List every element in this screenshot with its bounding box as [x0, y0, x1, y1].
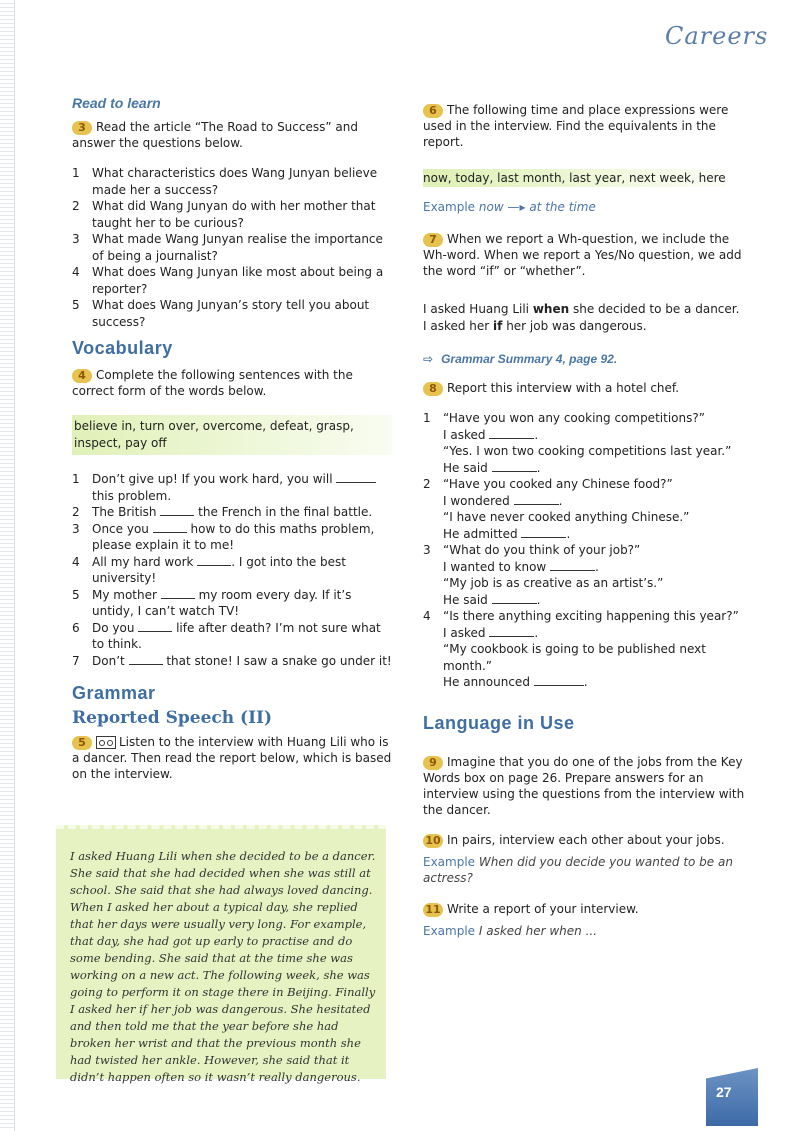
section-title: Careers [665, 22, 769, 50]
list-item: 1 Don’t give up! If you work hard, you will this problem. [72, 471, 392, 504]
instruction-text: The following time and place expressions were used in the interview. Find the equivalents in the report. [423, 103, 729, 149]
question-text: What made Wang Junyan realise the importance of being a journalist? [92, 232, 383, 263]
reply-line: “I have never cooked anything Chinese.” [443, 510, 690, 524]
answer-line: He said . [443, 460, 541, 475]
exercise-10-example [423, 854, 753, 887]
instruction-text: Listen to the interview with Huang Lili who is a dancer. Then read the report below, which is based on the interview. [72, 735, 392, 781]
sentence-part: life after death? I’m not sure what to think. [92, 620, 381, 651]
exercise-8-instruction [423, 380, 753, 396]
answer-blank [153, 521, 187, 533]
example-answer: at the time [529, 199, 596, 214]
answer-line: I asked . [443, 427, 539, 442]
text-part: her job was dangerous. [502, 318, 647, 333]
text-bold: when [532, 302, 570, 316]
list-item: 4 All my hard work . I got into the best university! [72, 554, 346, 585]
instruction-text: Imagine that you do one of the jobs from the Key Words box on page 26. Prepare answers for an interview using the questions from the interview with the dancer. [423, 754, 745, 817]
list-item: 2 The British the French in the final battle. [72, 505, 373, 519]
sentence-part: Do you [92, 620, 139, 635]
text-bold: if [493, 318, 503, 333]
answer-blank [489, 625, 534, 637]
sentence-part: Don’t [92, 653, 129, 668]
answer-blank [197, 554, 231, 566]
grammar-summary-text: Grammar Summary 4, page 92. [441, 352, 618, 366]
exercise-5-instruction [72, 734, 392, 782]
answer-blank [160, 504, 194, 516]
example-label: Example [423, 854, 476, 869]
interview-items [423, 410, 753, 691]
list-item: 4 “Is there anything exciting happening this year?” I asked . “My cookbook is going to be published next month.” He announced . [423, 608, 753, 691]
list-item: 5 What does Wang Junyan’s story tell you about success? [72, 298, 370, 329]
example-word: now [478, 199, 504, 214]
answer-blank [550, 559, 595, 571]
question-text: What does Wang Junyan’s story tell you about success? [92, 298, 370, 329]
reply-line: “Yes. I won two cooking competitions last year.” [443, 444, 732, 458]
sentence-part: this problem. [92, 488, 172, 503]
list-item: 3 What made Wang Junyan realise the importance of being a journalist? [72, 232, 383, 263]
interview-report-text: I asked Huang Lili when she decided to be a dancer. She said that she had decided when she was still at school. She said that she had always loved dancing. When I asked her about a typical day, she replied that her days were usually very long. For example, that day, she had got up early to practise and do some bending. She said that at the time she was working on a new act. The following week, she was going to perform it on stage there in Beijing. Finally I asked her if her job was dangerous. She hesitated and then told me that the year before she had broken her wrist and that the previous month she had twisted her ankle. However, she said that it didn’t happen often so it wasn’t really dangerous. [70, 849, 376, 1084]
left-column [72, 95, 392, 796]
vocabulary-sentences [72, 471, 392, 669]
list-item: 6 Do you life after death? I’m not sure what to think. [72, 620, 381, 651]
exercise-6-instruction [423, 102, 753, 150]
margin-ruling [0, 0, 14, 1131]
listen-icon [96, 736, 116, 749]
answer-blank [138, 620, 172, 632]
example-line-2 [423, 318, 753, 335]
question-text: What does Wang Junyan like most about being a reporter? [92, 265, 384, 296]
exercise-4-instruction [72, 367, 392, 399]
arrow-right-icon: —▸ [507, 199, 526, 214]
word-box: believe in, turn over, overcome, defeat, grasp, inspect, pay off [72, 415, 392, 455]
text-part: she decided to be a dancer. [569, 302, 740, 316]
reporter-text: He announced [443, 675, 530, 689]
answer-blank [489, 427, 534, 439]
sentence-part: the French in the final battle. [194, 505, 373, 519]
reporter-text: He admitted [443, 526, 518, 541]
expressions-text: now, today, last month, last year, next week, here [423, 171, 726, 185]
instruction-text: When we report a Wh-question, we include the Wh-word. When we report a Yes/No question, we add the word “if” or “whether”. [423, 232, 742, 278]
answer-line: He said . [443, 592, 541, 607]
exercise-number-badge: 8 [423, 382, 443, 396]
instruction-text: Write a report of your interview. [447, 901, 639, 916]
margin-line [14, 0, 15, 1131]
reply-line: “My job is as creative as an artist’s.” [443, 576, 664, 590]
question-line: “What do you think of your job?” [443, 543, 641, 557]
question-line: “Have you won any cooking competitions?” [443, 411, 705, 425]
exercise-9-instruction [423, 754, 753, 818]
list-item: 7 Don’t that stone! I saw a snake go under it! [72, 653, 392, 668]
answer-blank [492, 592, 537, 604]
instruction-text: Complete the following sentences with the correct form of the words below. [72, 368, 353, 398]
reporter-text: He said [443, 460, 488, 475]
exercise-11-instruction [423, 901, 753, 917]
text-part: I asked her [423, 318, 494, 333]
exercise-number-badge: 6 [423, 104, 443, 118]
page-number-tab [706, 1068, 758, 1126]
exercise-6-example [423, 199, 753, 216]
exercise-number-badge: 4 [72, 369, 92, 383]
list-item: 3 Once you how to do this maths problem, please explain it to me! [72, 521, 375, 552]
reporter-text: I asked [443, 427, 486, 442]
vocabulary-heading: Vocabulary [72, 338, 173, 358]
answer-line: I wanted to know . [443, 559, 599, 574]
instruction-text: Read the article “The Road to Success” and answer the questions below. [72, 120, 358, 150]
sentence-part: Once you [92, 521, 153, 536]
list-item: 5 My mother my room every day. If it’s untidy, I can’t watch TV! [72, 587, 352, 618]
answer-blank [521, 526, 566, 538]
grammar-heading: Grammar [72, 683, 156, 703]
subheading-text: Reported Speech (II) [72, 708, 273, 728]
example-label: Example [423, 923, 476, 938]
exercise-number-badge: 9 [423, 756, 443, 770]
question-text: What did Wang Junyan do with her mother that taught her to be curious? [92, 199, 376, 230]
instruction-text: Report this interview with a hotel chef. [447, 381, 680, 395]
answer-blank [514, 493, 559, 505]
sentence-part: . I got into the best university! [92, 554, 346, 585]
sentence-part: Don’t give up! If you work hard, you will [92, 472, 337, 486]
sentence-part: my room every day. If it’s untidy, I can’t watch TV! [92, 587, 352, 618]
question-line: “Is there anything exciting happening this year?” [443, 609, 739, 623]
answer-blank [534, 674, 584, 686]
right-column [423, 102, 753, 939]
answer-blank [492, 460, 537, 472]
exercise-number-badge: 7 [423, 233, 443, 247]
reporter-text: I wondered [443, 493, 510, 508]
sentence-part: how to do this maths problem, please explain it to me! [92, 521, 375, 552]
exercise-7-instruction [423, 231, 753, 279]
list-item: 2 What did Wang Junyan do with her mother that taught her to be curious? [72, 199, 376, 230]
reporter-text: I asked [443, 625, 486, 640]
exercise-3-instruction [72, 119, 392, 151]
example-line-1 [423, 301, 753, 318]
read-questions-list [72, 165, 392, 330]
reporter-text: I wanted to know [443, 559, 547, 574]
example-text: When did you decide you wanted to be an actress? [423, 854, 733, 885]
exercise-number-badge: 10 [423, 834, 443, 848]
time-expressions [423, 170, 753, 187]
sentence-part: that stone! I saw a snake go under it! [162, 653, 392, 668]
exercise-number-badge: 11 [423, 903, 443, 917]
list-item: 4 What does Wang Junyan like most about being a reporter? [72, 265, 384, 296]
exercise-11-example [423, 923, 753, 940]
list-item: 2 “Have you cooked any Chinese food?” I wondered . “I have never cooked anything Chinese.” He admitted . [423, 476, 753, 542]
reply-line: “My cookbook is going to be published next month.” [443, 642, 706, 673]
grammar-summary-link[interactable] [423, 352, 753, 366]
answer-line: I wondered . [443, 493, 563, 508]
sentence-part: All my hard work [92, 554, 198, 569]
answer-blank [161, 587, 195, 599]
list-item: 1 What characteristics does Wang Junyan believe made her a success? [72, 166, 378, 197]
example-text: I asked her when ... [478, 923, 598, 938]
text-part: I asked Huang Lili [423, 302, 533, 316]
arrow-icon: ⇨ [423, 352, 434, 366]
answer-blank [336, 471, 376, 483]
instruction-text: In pairs, interview each other about your jobs. [447, 832, 725, 847]
answer-line: I asked . [443, 625, 539, 640]
sentence-part: The British [92, 505, 161, 519]
question-text: What characteristics does Wang Junyan believe made her a success? [92, 166, 378, 197]
answer-line: He admitted . [443, 526, 571, 541]
answer-blank [129, 653, 163, 665]
exercise-10-instruction [423, 832, 753, 848]
reporter-text: He said [443, 592, 488, 607]
reported-speech-heading [72, 708, 392, 728]
page-number: 27 [716, 1084, 732, 1100]
exercise-number-badge: 5 [72, 736, 92, 750]
example-label: Example [423, 199, 476, 214]
list-item: 1 “Have you won any cooking competitions?” I asked . “Yes. I won two cooking competitions last year.” He said . [423, 410, 753, 476]
list-item: 3 “What do you think of your job?” I wanted to know . “My job is as creative as an artist’s.” He said . [423, 542, 753, 608]
exercise-number-badge: 3 [72, 121, 92, 135]
language-in-use-heading: Language in Use [423, 712, 575, 733]
answer-line: He announced . [443, 675, 588, 689]
read-to-learn-heading: Read to learn [72, 95, 161, 111]
question-line: “Have you cooked any Chinese food?” [443, 477, 673, 491]
sentence-part: My mother [92, 587, 161, 602]
